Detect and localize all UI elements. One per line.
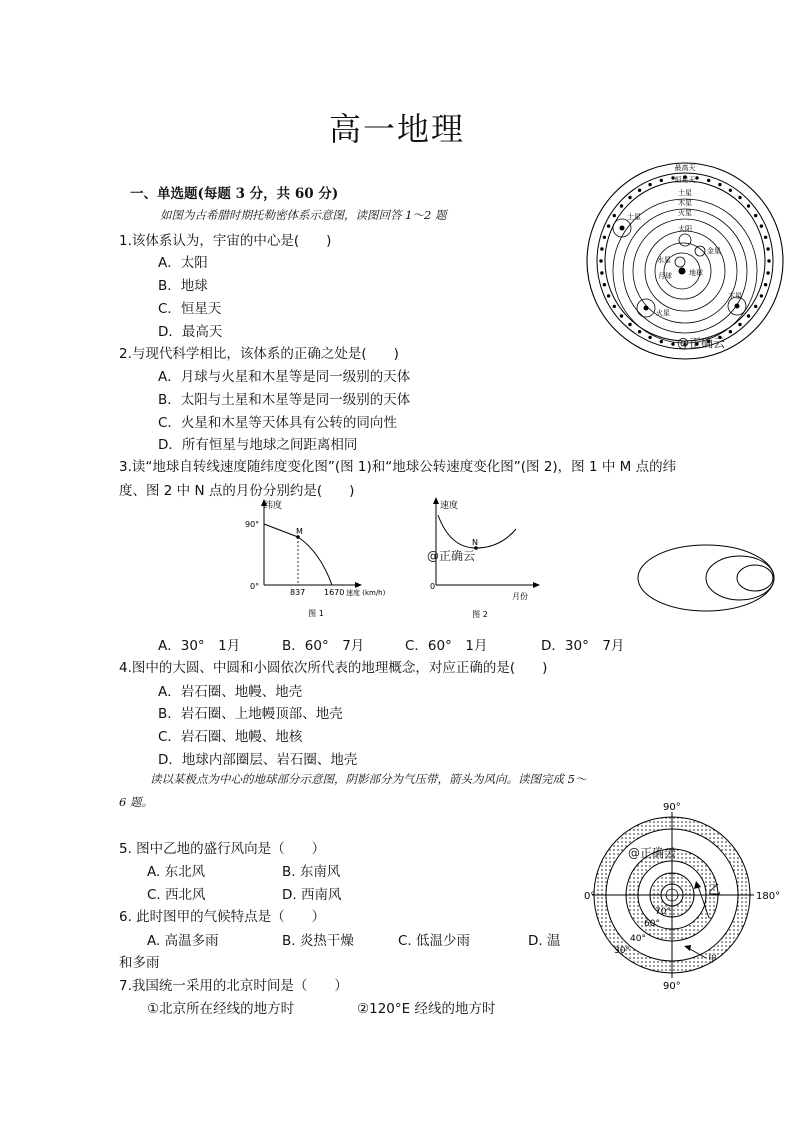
watermark-1: @正确云 [677,336,726,350]
polar-pressure-diagram [584,800,784,990]
q1-option-b: B．地球 [158,278,208,294]
q3-stem-line2: 度、图 2 中 N 点的月份分别约是( ) [119,483,355,499]
star-dot [754,305,757,308]
star-dot [760,224,763,227]
fig1-rotation-speed [240,497,410,622]
q1-option-a: A．太阳 [158,255,208,271]
q5-option-b: B. 东南风 [282,864,341,880]
q2-option-d: D．所有恒星与地球之间距离相同 [158,437,358,453]
fig2-ylabel: 速度 [440,501,459,511]
polar-ring-60: 60° [644,919,660,929]
star-dot [764,283,767,286]
star-dot [638,330,641,333]
q3-option-c: C．60° 1月 [405,638,488,654]
star-dot [660,340,663,343]
star-dot [603,236,606,239]
fig2-xlabel: 月份 [512,592,528,601]
star-dot [747,314,750,317]
star-dot [607,294,610,297]
q6-option-c: C. 低温少雨 [398,933,471,949]
polar-label-yi: 乙 [708,883,722,898]
label-venus: 金星 [707,247,721,255]
fig2-point-n: N [472,538,478,547]
fig1-xtick-837: 837 [290,588,306,597]
q1-option-c: C．恒星天 [158,301,222,317]
q3-option-d: D．30° 7月 [541,638,625,654]
fig1-caption: 图 1 [308,609,324,618]
q3-stem-line1: 3.读“地球自转线速度随纬度变化图”(图 1)和“地球公转速度变化图”(图 2)，图 1 中 M 点的纬 [119,459,677,475]
q6-option-b: B. 炎热干燥 [282,933,354,949]
polar-label-jia: 甲 [708,955,718,965]
q6-option-d-wrap: 和多雨 [119,955,160,971]
polar-label-left: 0° [584,891,596,902]
star-dot [648,183,651,186]
q3-option-a: A．30° 1月 [158,638,241,654]
q2-stem: 2.与现代科学相比，该体系的正确之处是( ) [119,346,399,362]
label-sun: 太阳 [678,225,692,233]
q2-option-a: A．月球与火星和木星等是同一级别的天体 [158,369,411,385]
q4-option-d: D．地球内部圈层、岩石圈、地壳 [158,752,358,768]
star-dot [607,224,610,227]
intro-q5-6-line2: 6 题。 [119,795,153,809]
star-dot [738,196,741,199]
fig1-ylabel: 纬度 [264,501,283,511]
polar-label-top: 90° [663,802,681,813]
q4-option-b: B．岩石圈、上地幔顶部、地壳 [158,706,343,722]
intro-q1-2: 如图为古希腊时期托勒密体系示意图，读图回答 1～2 题 [160,208,447,222]
star-dot [760,294,763,297]
q5-option-a: A. 东北风 [147,864,206,880]
fig1-ytick-0: 0° [250,582,260,591]
earth-dot [679,268,686,275]
star-dot [738,323,741,326]
q3-option-b: B．60° 7月 [282,638,365,654]
star-dot [599,259,602,262]
fig1-ytick-90: 90° [245,520,260,529]
star-dot [628,323,631,326]
star-dot [718,183,721,186]
star-dot [747,204,750,207]
label-mars-sphere: 火星 [678,209,692,217]
q4-stem: 4.图中的大圆、中圆和小圆依次所代表的地理概念，对应正确的是( ) [119,660,548,676]
label-saturn: 土星 [627,213,641,221]
q7-option-2: ②120°E 经线的地方时 [357,1001,496,1017]
star-dot [638,189,641,192]
polar-ring-30: 30° [614,946,630,956]
q6-option-d: D. 温 [528,933,561,949]
q2-option-c: C．火星和木星等天体具有公转的同向性 [158,415,397,431]
star-dot [729,189,732,192]
q4-option-a: A．岩石圈、地幔、地壳 [158,684,303,700]
polar-ring-40: 40° [630,934,646,944]
label-fixed-stars: 恒星天 [674,176,696,184]
star-dot [766,247,769,250]
label-moon: 月球 [658,272,672,280]
star-dot [628,196,631,199]
star-dot [648,336,651,339]
label-mars: 火星 [656,309,670,317]
q2-option-b: B．太阳与土星和木星等是同一级别的天体 [158,392,411,408]
fig1-xlabel: 速度 (km/h) [346,589,386,597]
q1-option-d: D．最高天 [158,324,223,340]
star-dot [620,204,623,207]
ptolemy-diagram [582,158,788,364]
star-dot [754,214,757,217]
watermark-3: @正确云 [628,846,677,860]
fig2-origin: 0 [430,582,436,591]
fig2-caption: 图 2 [472,610,488,619]
section-heading: 一、单选题(每题 3 分，共 60 分) [130,186,339,202]
nested-ellipses-diagram [636,543,780,613]
star-dot [695,176,698,179]
fig1-xtick-1670: 1670 [324,588,345,597]
star-dot [660,179,663,182]
star-dot [764,236,767,239]
star-dot [600,271,603,274]
star-dot [603,283,606,286]
star-dot [613,214,616,217]
polar-label-right: 180° [756,891,781,902]
fig1-point-m: M [296,527,303,536]
q7-stem: 7.我国统一采用的北京时间是（ ） [119,978,348,994]
polar-ring-70: 70° [655,907,671,917]
q4-option-c: C．岩石圈、地幔、地核 [158,729,303,745]
label-saturn-sphere: 土星 [678,189,692,197]
star-dot [671,342,674,345]
q5-option-c: C. 西北风 [147,887,206,903]
label-highest-heaven: 最高天 [674,164,696,172]
q5-option-d: D. 西南风 [282,887,342,903]
star-dot [729,330,732,333]
star-dot [613,305,616,308]
label-jupiter-sphere: 木星 [678,199,692,207]
star-dot [767,259,770,262]
label-earth: 地球 [689,269,703,277]
label-mercury: 水星 [657,256,671,264]
polar-label-bottom: 90° [663,981,681,990]
label-jupiter: 木星 [728,292,742,300]
fig2-orbital-speed [420,493,550,623]
q5-stem: 5. 图中乙地的盛行风向是（ ） [119,841,326,857]
q6-option-a: A. 高温多雨 [147,933,219,949]
star-dot [600,247,603,250]
intro-q5-6-line1: 读以某极点为中心的地球部分示意图，阴影部分为气压带，箭头为风向。读图完成 5～ [150,772,587,786]
star-dot [707,179,710,182]
watermark-2: @正确云 [427,549,476,563]
page-title: 高一地理 [328,110,465,148]
q6-stem: 6. 此时图甲的气候特点是（ ） [119,909,326,925]
star-dot [766,271,769,274]
star-dot [620,314,623,317]
q7-option-1: ①北京所在经线的地方时 [147,1001,295,1017]
q1-stem: 1.该体系认为，宇宙的中心是( ) [119,233,332,249]
